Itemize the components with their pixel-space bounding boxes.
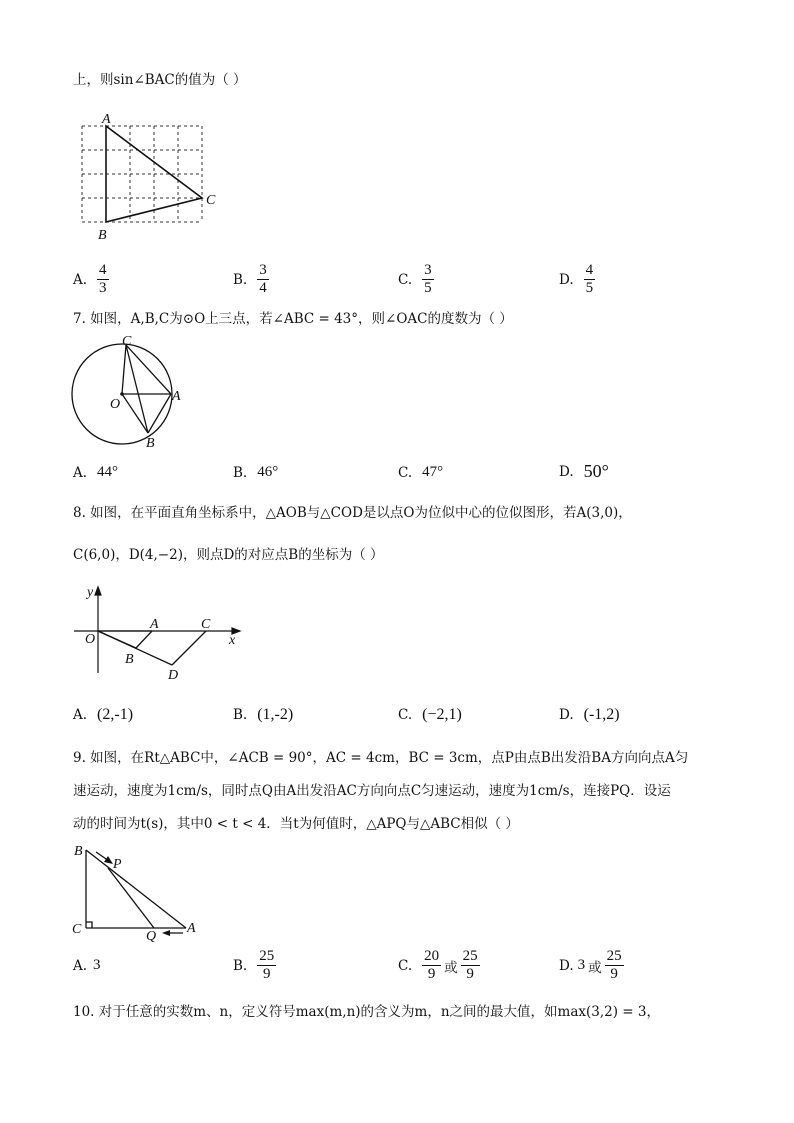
q8-option-d[interactable]: D. (-1,2)	[559, 706, 620, 723]
q6-option-a[interactable]: A. $\frac{4}{3}$	[73, 262, 107, 296]
q9-option-d[interactable]: D. 3 或 $\frac{25}{9}$	[559, 948, 622, 982]
fraction: $\frac{20}{9}$	[424, 948, 440, 982]
q8-option-a[interactable]: A. (2,-1)	[73, 706, 134, 723]
q9-text-line3: 动的时间为t(s)，其中0 < t < 4．当t为何值时，△APQ与△ABC相似（ ）	[73, 816, 519, 832]
q8-option-c[interactable]: C. (−2,1)	[398, 706, 462, 723]
q8-label-x: x	[229, 633, 236, 648]
fraction: $\frac{3}{5}$	[424, 262, 432, 296]
q7-option-b[interactable]: B. 46°	[233, 464, 279, 481]
q7-label-a: A	[172, 389, 181, 404]
q6-label-b: B	[98, 228, 107, 243]
q10-text: 10. 对于任意的实数m、n，定义符号max(m,n)的含义为m，n之间的最大值，如max(3,2) = 3，	[73, 1004, 660, 1020]
fraction: $\frac{25}{9}$	[259, 948, 275, 982]
q9-label-c: C	[72, 922, 82, 937]
q9-label-p: P	[113, 857, 122, 872]
q8-text-line1: 8. 如图，在平面直角坐标系中，△AOB与△COD是以点O为位似中心的位似图形，若A(3,0)，	[73, 505, 632, 521]
q7-option-d[interactable]: D. 50°	[559, 461, 609, 481]
q9-triangle-figure	[66, 840, 216, 945]
q8-label-a: A	[150, 617, 159, 632]
fraction: $\frac{3}{4}$	[259, 262, 267, 296]
q6-option-d[interactable]: D. $\frac{4}{5}$	[559, 262, 594, 296]
q8-label-d: D	[168, 668, 179, 683]
q8-label-y: y	[87, 585, 94, 600]
q9-option-b[interactable]: B. $\frac{25}{9}$	[233, 948, 275, 982]
q9-option-a[interactable]: A. 3	[73, 957, 101, 974]
fraction: $\frac{25}{9}$	[462, 948, 478, 982]
q8-label-o: O	[85, 632, 96, 647]
q9-option-c[interactable]: C. $\frac{20}{9}$ 或 $\frac{25}{9}$	[398, 948, 478, 982]
q7-option-a[interactable]: A. 44°	[73, 464, 119, 481]
q9-label-q: Q	[146, 929, 157, 944]
q6-option-c[interactable]: C. $\frac{3}{5}$	[398, 262, 432, 296]
q9-label-a: A	[187, 921, 196, 936]
q8-label-b: B	[125, 652, 134, 667]
q8-coordinate-figure	[70, 583, 250, 683]
q7-label-b: B	[146, 436, 155, 451]
q9-label-b: B	[74, 844, 83, 859]
q6-label-a: A	[102, 112, 111, 127]
q6-option-b[interactable]: B. $\frac{3}{4}$	[233, 262, 267, 296]
q9-text-line1: 9. 如图，在Rt△ABC中，∠ACB = 90°，AC = 4cm，BC = 3cm，点P由点B出发沿BA方向向点A匀	[73, 750, 689, 766]
q7-text: 7. 如图，A,B,C为⊙O上三点，若∠ABC = 43°，则∠OAC的度数为（ ）	[73, 311, 513, 327]
q7-circle-figure	[66, 332, 196, 452]
q7-option-c[interactable]: C. 47°	[398, 464, 444, 481]
q6-grid-figure	[78, 108, 228, 243]
q8-option-b[interactable]: B. (1,-2)	[233, 706, 294, 723]
fraction: $\frac{25}{9}$	[606, 948, 622, 982]
q6-text: 上，则sin∠BAC的值为（ ）	[73, 72, 247, 88]
q8-label-c: C	[201, 617, 211, 632]
q9-text-line2: 速运动，速度为1cm/s，同时点Q由A出发沿AC方向向点C匀速运动，速度为1cm/s，连接PQ．设运	[73, 783, 671, 799]
q6-label-c: C	[206, 193, 216, 208]
q7-label-o: O	[110, 397, 121, 412]
q7-label-c: C	[122, 334, 132, 349]
fraction: $\frac{4}{5}$	[585, 262, 594, 296]
fraction: $\frac{4}{3}$	[99, 262, 107, 296]
q8-text-line2: C(6,0)，D(4,−2)，则点D的对应点B的坐标为（ ）	[73, 547, 384, 563]
